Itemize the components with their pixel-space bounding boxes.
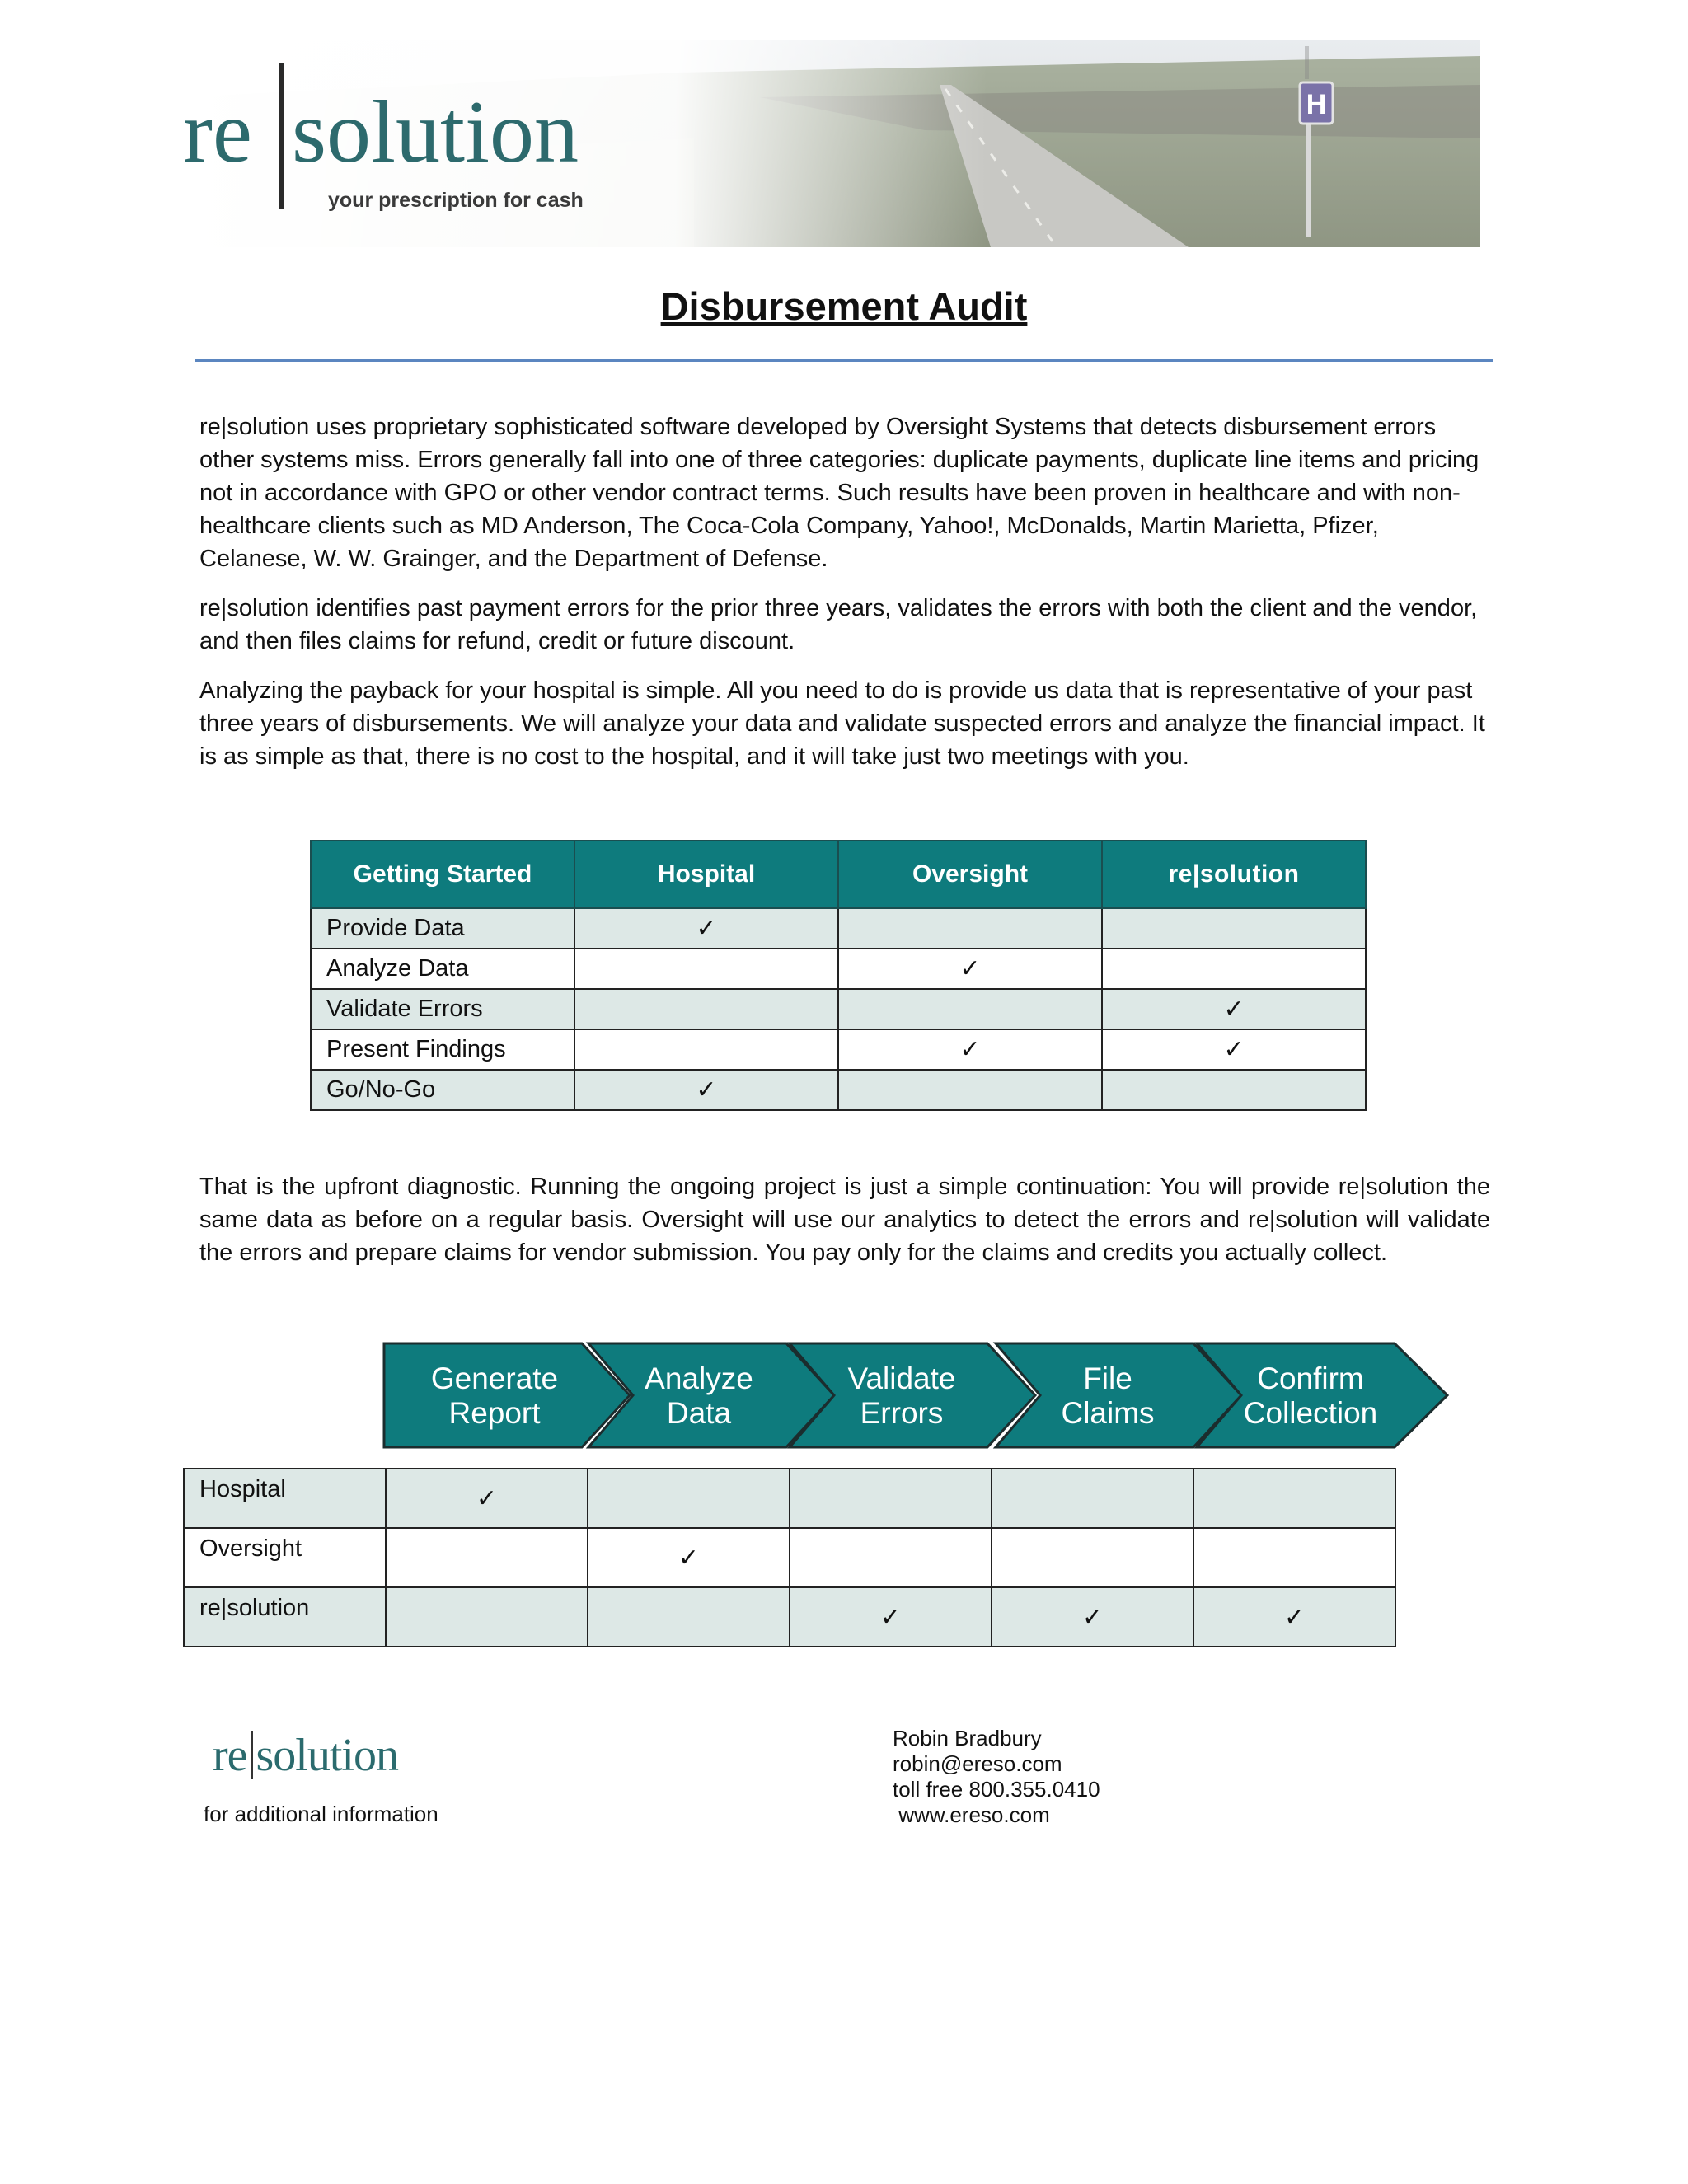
check-cell: [838, 1070, 1102, 1110]
header-oversight: Oversight: [838, 841, 1102, 908]
row-label: Present Findings: [311, 1029, 574, 1070]
payback-paragraph: Analyzing the payback for your hospital is simple. All you need to do is provide us data that is representative of your past three years of disbursements. We will analyze your data and validate suspected errors and analyze the financial impact. It is as simple as that, there is no cost to the hospital, and it will take just two meetings with you.: [199, 677, 1485, 770]
check-cell: [790, 1528, 992, 1587]
header-hospital: Hospital: [574, 841, 838, 908]
check-cell: [1102, 1070, 1366, 1110]
table-row: [184, 1587, 1395, 1647]
check-cell: [838, 989, 1102, 1029]
contact-name: Robin Bradbury: [893, 1726, 1042, 1750]
check-cell: [574, 989, 838, 1029]
process-step-label: Report: [448, 1396, 541, 1430]
check-cell: [1102, 908, 1366, 949]
banner-logo-solution: solution: [292, 83, 579, 181]
check-cell: ✓: [588, 1528, 790, 1587]
row-label: Analyze Data: [311, 949, 574, 989]
contact-phone: toll free 800.355.0410: [893, 1777, 1100, 1802]
check-cell: [386, 1528, 588, 1587]
process-flow-graphic: [382, 1342, 1451, 1449]
table-row: [311, 1029, 1366, 1070]
process-step-label: Errors: [860, 1396, 944, 1430]
check-cell: ✓: [838, 949, 1102, 989]
check-cell: ✓: [838, 1029, 1102, 1070]
check-cell: [992, 1528, 1193, 1587]
check-cell: [1102, 949, 1366, 989]
table-header-row: [311, 841, 1366, 908]
banner-tagline: your prescription for cash: [328, 189, 584, 212]
intro-paragraph: re|solution uses proprietary sophisticated software developed by Oversight Systems that detects disbursement errors other systems miss. Errors generally fall into one of three categories: duplicate payments, duplicate line items and pricing not in accordance with GPO or other vendor contract terms. Such results have been proven in healthcare and with non-healthcare clients such as MD Anderson, The Coca-Cola Company, Yahoo!, McDonalds, Martin Marietta, Pfizer, Celanese, W. W. Grainger, and the Department of Defense.: [199, 414, 1479, 572]
table-row: [184, 1528, 1395, 1587]
table-row: [184, 1469, 1395, 1528]
check-cell: [588, 1587, 790, 1647]
identification-paragraph: re|solution identifies past payment errors for the prior three years, validates the errors with both the client and the vendor, and then files claims for refund, credit or future discount.: [199, 595, 1478, 654]
check-cell: ✓: [790, 1587, 992, 1647]
page-title: Disbursement Audit: [660, 284, 1028, 328]
header-banner: [183, 40, 1480, 247]
process-step-label: Confirm: [1257, 1361, 1364, 1395]
check-cell: ✓: [992, 1587, 1193, 1647]
process-step-label: Validate: [847, 1361, 956, 1395]
check-cell: [1193, 1469, 1395, 1528]
check-cell: [386, 1587, 588, 1647]
title-divider: [195, 359, 1493, 362]
row-label: Oversight: [184, 1528, 386, 1587]
ongoing-paragraph: That is the upfront diagnostic. Running the ongoing project is just a simple continuation: You will provide re|solution the same data as before on a regular basis. Oversight will use our analytics to detect the errors and re|solution will validate the errors and prepare claims for vendor submission. You pay only for the claims and credits you actually collect.: [199, 1174, 1490, 1266]
check-cell: [992, 1469, 1193, 1528]
check-cell: ✓: [1193, 1587, 1395, 1647]
banner-logo-divider: [279, 63, 284, 209]
check-cell: [574, 949, 838, 989]
check-cell: [790, 1469, 992, 1528]
check-cell: ✓: [1102, 989, 1366, 1029]
role-responsibility-table: [183, 1468, 1396, 1647]
contact-block: [893, 1726, 1100, 1828]
contact-website[interactable]: www.ereso.com: [893, 1802, 1050, 1827]
check-cell: [574, 1029, 838, 1070]
process-step-generate-report: [384, 1343, 630, 1447]
row-label: Hospital: [184, 1469, 386, 1528]
table-row: [311, 949, 1366, 989]
check-cell: ✓: [574, 908, 838, 949]
contact-email[interactable]: robin@ereso.com: [893, 1751, 1062, 1776]
check-cell: [1193, 1528, 1395, 1587]
table-row: [311, 908, 1366, 949]
process-step-label: Analyze: [645, 1361, 753, 1395]
row-label: re|solution: [184, 1587, 386, 1647]
process-step-label: Data: [666, 1396, 732, 1430]
banner-graphic: [183, 40, 1480, 247]
process-step-label: Generate: [430, 1361, 559, 1395]
process-step-label: File: [1083, 1361, 1132, 1395]
process-step-label: Claims: [1061, 1396, 1155, 1430]
row-label: Go/No-Go: [311, 1070, 574, 1110]
header-getting-started: Getting Started: [311, 841, 574, 908]
row-label: Validate Errors: [311, 989, 574, 1029]
table-row: [311, 989, 1366, 1029]
check-cell: [838, 908, 1102, 949]
header-resolution: re|solution: [1102, 841, 1366, 908]
check-cell: ✓: [386, 1469, 588, 1528]
footer-logo: [213, 1729, 398, 1782]
process-flow: [382, 1342, 1451, 1449]
process-step-label: Collection: [1243, 1396, 1378, 1430]
getting-started-table: [310, 840, 1367, 1111]
row-label: Provide Data: [311, 908, 574, 949]
footer-logo-divider: [251, 1731, 253, 1779]
check-cell: [588, 1469, 790, 1528]
check-cell: ✓: [574, 1070, 838, 1110]
footer-logo-re: re: [213, 1730, 247, 1781]
check-cell: ✓: [1102, 1029, 1366, 1070]
footer-logo-solution: solution: [256, 1730, 398, 1781]
table-row: [311, 1070, 1366, 1110]
banner-logo-re: re: [183, 83, 252, 181]
footer-note: for additional information: [204, 1802, 438, 1826]
